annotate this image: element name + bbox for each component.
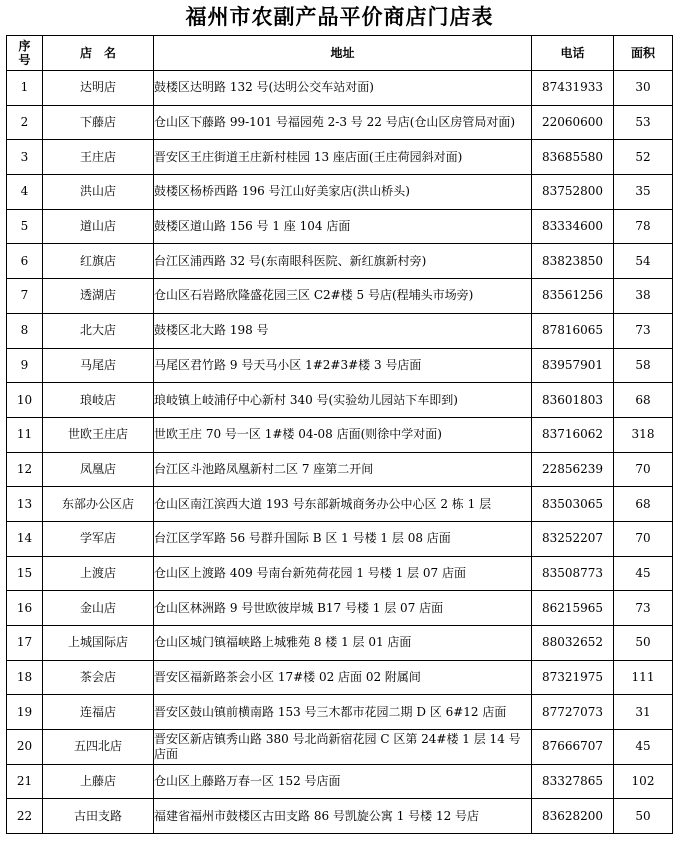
cell-address: 琅岐镇上岐浦仔中心新村 340 号(实验幼儿园站下车即到) [154,383,532,418]
cell-no: 12 [7,452,43,487]
cell-phone: 83752800 [532,175,614,210]
cell-phone: 83628200 [532,799,614,834]
cell-store-name: 洪山店 [43,175,154,210]
cell-address: 晋安区新店镇秀山路 380 号北尚新宿花园 C 区第 24#楼 1 层 14 号店面 [154,730,532,765]
table-row [7,175,673,210]
cell-area: 50 [614,799,673,834]
cell-address: 台江区斗池路凤凰新村二区 7 座第二开间 [154,452,532,487]
cell-no: 11 [7,417,43,452]
cell-store-name: 上藤店 [43,764,154,799]
cell-store-name: 道山店 [43,209,154,244]
cell-no: 17 [7,626,43,661]
cell-phone: 87727073 [532,695,614,730]
cell-no: 6 [7,244,43,279]
cell-store-name: 茶会店 [43,660,154,695]
cell-phone: 88032652 [532,626,614,661]
column-header-name: 店 名 [43,36,154,71]
cell-area: 70 [614,452,673,487]
column-header-address: 地址 [154,36,532,71]
cell-store-name: 上渡店 [43,556,154,591]
cell-store-name: 达明店 [43,71,154,106]
column-header-area: 面积 [614,36,673,71]
cell-no: 4 [7,175,43,210]
cell-address: 晋安区鼓山镇前横南路 153 号三木都市花园二期 D 区 6#12 店面 [154,695,532,730]
cell-no: 8 [7,313,43,348]
cell-area: 78 [614,209,673,244]
cell-store-name: 世欧王庄店 [43,417,154,452]
cell-phone: 83503065 [532,487,614,522]
column-header-no [7,36,43,71]
table-row [7,140,673,175]
cell-store-name: 北大店 [43,313,154,348]
cell-address: 鼓楼区达明路 132 号(达明公交车站对面) [154,71,532,106]
cell-area: 54 [614,244,673,279]
cell-address: 台江区学军路 56 号群升国际 B 区 1 号楼 1 层 08 店面 [154,521,532,556]
cell-address: 晋安区福新路茶会小区 17#楼 02 店面 02 附属间 [154,660,532,695]
cell-store-name: 金山店 [43,591,154,626]
cell-no: 10 [7,383,43,418]
cell-area: 111 [614,660,673,695]
cell-phone: 83685580 [532,140,614,175]
cell-phone: 83957901 [532,348,614,383]
cell-store-name: 上城国际店 [43,626,154,661]
cell-area: 30 [614,71,673,106]
table-row [7,244,673,279]
table-row [7,348,673,383]
cell-area: 52 [614,140,673,175]
cell-address: 台江区浦西路 32 号(东南眼科医院、新红旗新村旁) [154,244,532,279]
table-row [7,730,673,765]
table-row [7,105,673,140]
column-header-no-line1: 序 [18,39,31,53]
cell-address: 晋安区王庄街道王庄新村桂园 13 座店面(王庄荷园斜对面) [154,140,532,175]
cell-area: 53 [614,105,673,140]
cell-address: 鼓楼区北大路 198 号 [154,313,532,348]
cell-store-name: 王庄店 [43,140,154,175]
cell-store-name: 凤凰店 [43,452,154,487]
table-row [7,487,673,522]
cell-phone: 86215965 [532,591,614,626]
cell-address: 世欧王庄 70 号一区 1#楼 04-08 店面(则徐中学对面) [154,417,532,452]
cell-phone: 22060600 [532,105,614,140]
cell-phone: 83334600 [532,209,614,244]
table-row [7,556,673,591]
store-table [6,35,673,834]
table-row [7,383,673,418]
column-header-no-line2: 号 [18,53,31,67]
cell-store-name: 五四北店 [43,730,154,765]
table-body [7,71,673,834]
table-row [7,626,673,661]
table-row [7,279,673,314]
cell-address: 仓山区上渡路 409 号南台新苑荷花园 1 号楼 1 层 07 店面 [154,556,532,591]
cell-no: 22 [7,799,43,834]
table-row [7,71,673,106]
cell-area: 50 [614,626,673,661]
cell-no: 20 [7,730,43,765]
cell-area: 35 [614,175,673,210]
cell-phone: 87431933 [532,71,614,106]
cell-phone: 87321975 [532,660,614,695]
table-row [7,764,673,799]
cell-area: 45 [614,730,673,765]
cell-phone: 83716062 [532,417,614,452]
cell-address: 仓山区南江滨西大道 193 号东部新城商务办公中心区 2 栋 1 层 [154,487,532,522]
cell-no: 5 [7,209,43,244]
cell-no: 13 [7,487,43,522]
table-row [7,209,673,244]
cell-area: 68 [614,383,673,418]
cell-area: 102 [614,764,673,799]
cell-store-name: 学军店 [43,521,154,556]
cell-address: 仓山区石岩路欣隆盛花园三区 C2#楼 5 号店(程埔头市场旁) [154,279,532,314]
cell-no: 14 [7,521,43,556]
cell-address: 仓山区上藤路万春一区 152 号店面 [154,764,532,799]
cell-store-name: 马尾店 [43,348,154,383]
cell-no: 16 [7,591,43,626]
table-row [7,695,673,730]
cell-store-name: 古田支路 [43,799,154,834]
cell-address: 仓山区城门镇福峡路上城雅苑 8 楼 1 层 01 店面 [154,626,532,661]
cell-area: 73 [614,313,673,348]
cell-phone: 83508773 [532,556,614,591]
table-row [7,452,673,487]
cell-phone: 87666707 [532,730,614,765]
cell-phone: 83327865 [532,764,614,799]
cell-area: 45 [614,556,673,591]
cell-store-name: 红旗店 [43,244,154,279]
cell-no: 3 [7,140,43,175]
table-row [7,591,673,626]
cell-area: 70 [614,521,673,556]
cell-address: 鼓楼区杨桥西路 196 号江山好美家店(洪山桥头) [154,175,532,210]
cell-address: 福建省福州市鼓楼区古田支路 86 号凯旋公寓 1 号楼 12 号店 [154,799,532,834]
column-header-phone: 电话 [532,36,614,71]
table-row [7,417,673,452]
cell-no: 21 [7,764,43,799]
cell-no: 19 [7,695,43,730]
cell-no: 1 [7,71,43,106]
cell-area: 31 [614,695,673,730]
cell-area: 68 [614,487,673,522]
cell-area: 38 [614,279,673,314]
cell-no: 9 [7,348,43,383]
cell-phone: 83252207 [532,521,614,556]
cell-store-name: 透湖店 [43,279,154,314]
cell-area: 318 [614,417,673,452]
cell-phone: 83823850 [532,244,614,279]
document-title: 福州市农副产品平价商店门店表 [185,5,494,29]
table-row [7,521,673,556]
cell-no: 2 [7,105,43,140]
cell-phone: 22856239 [532,452,614,487]
cell-no: 18 [7,660,43,695]
cell-address: 马尾区君竹路 9 号天马小区 1#2#3#楼 3 号店面 [154,348,532,383]
cell-store-name: 下藤店 [43,105,154,140]
table-row [7,799,673,834]
table-header-row [7,36,673,71]
cell-address: 仓山区林洲路 9 号世欧彼岸城 B17 号楼 1 层 07 店面 [154,591,532,626]
cell-area: 73 [614,591,673,626]
cell-store-name: 琅岐店 [43,383,154,418]
table-row [7,660,673,695]
cell-store-name: 连福店 [43,695,154,730]
cell-no: 7 [7,279,43,314]
cell-address: 仓山区下藤路 99-101 号福园苑 2-3 号 22 号店(仓山区房管局对面) [154,105,532,140]
cell-phone: 83601803 [532,383,614,418]
cell-phone: 87816065 [532,313,614,348]
cell-address: 鼓楼区道山路 156 号 1 座 104 店面 [154,209,532,244]
table-row [7,313,673,348]
cell-store-name: 东部办公区店 [43,487,154,522]
cell-area: 58 [614,348,673,383]
cell-phone: 83561256 [532,279,614,314]
cell-no: 15 [7,556,43,591]
